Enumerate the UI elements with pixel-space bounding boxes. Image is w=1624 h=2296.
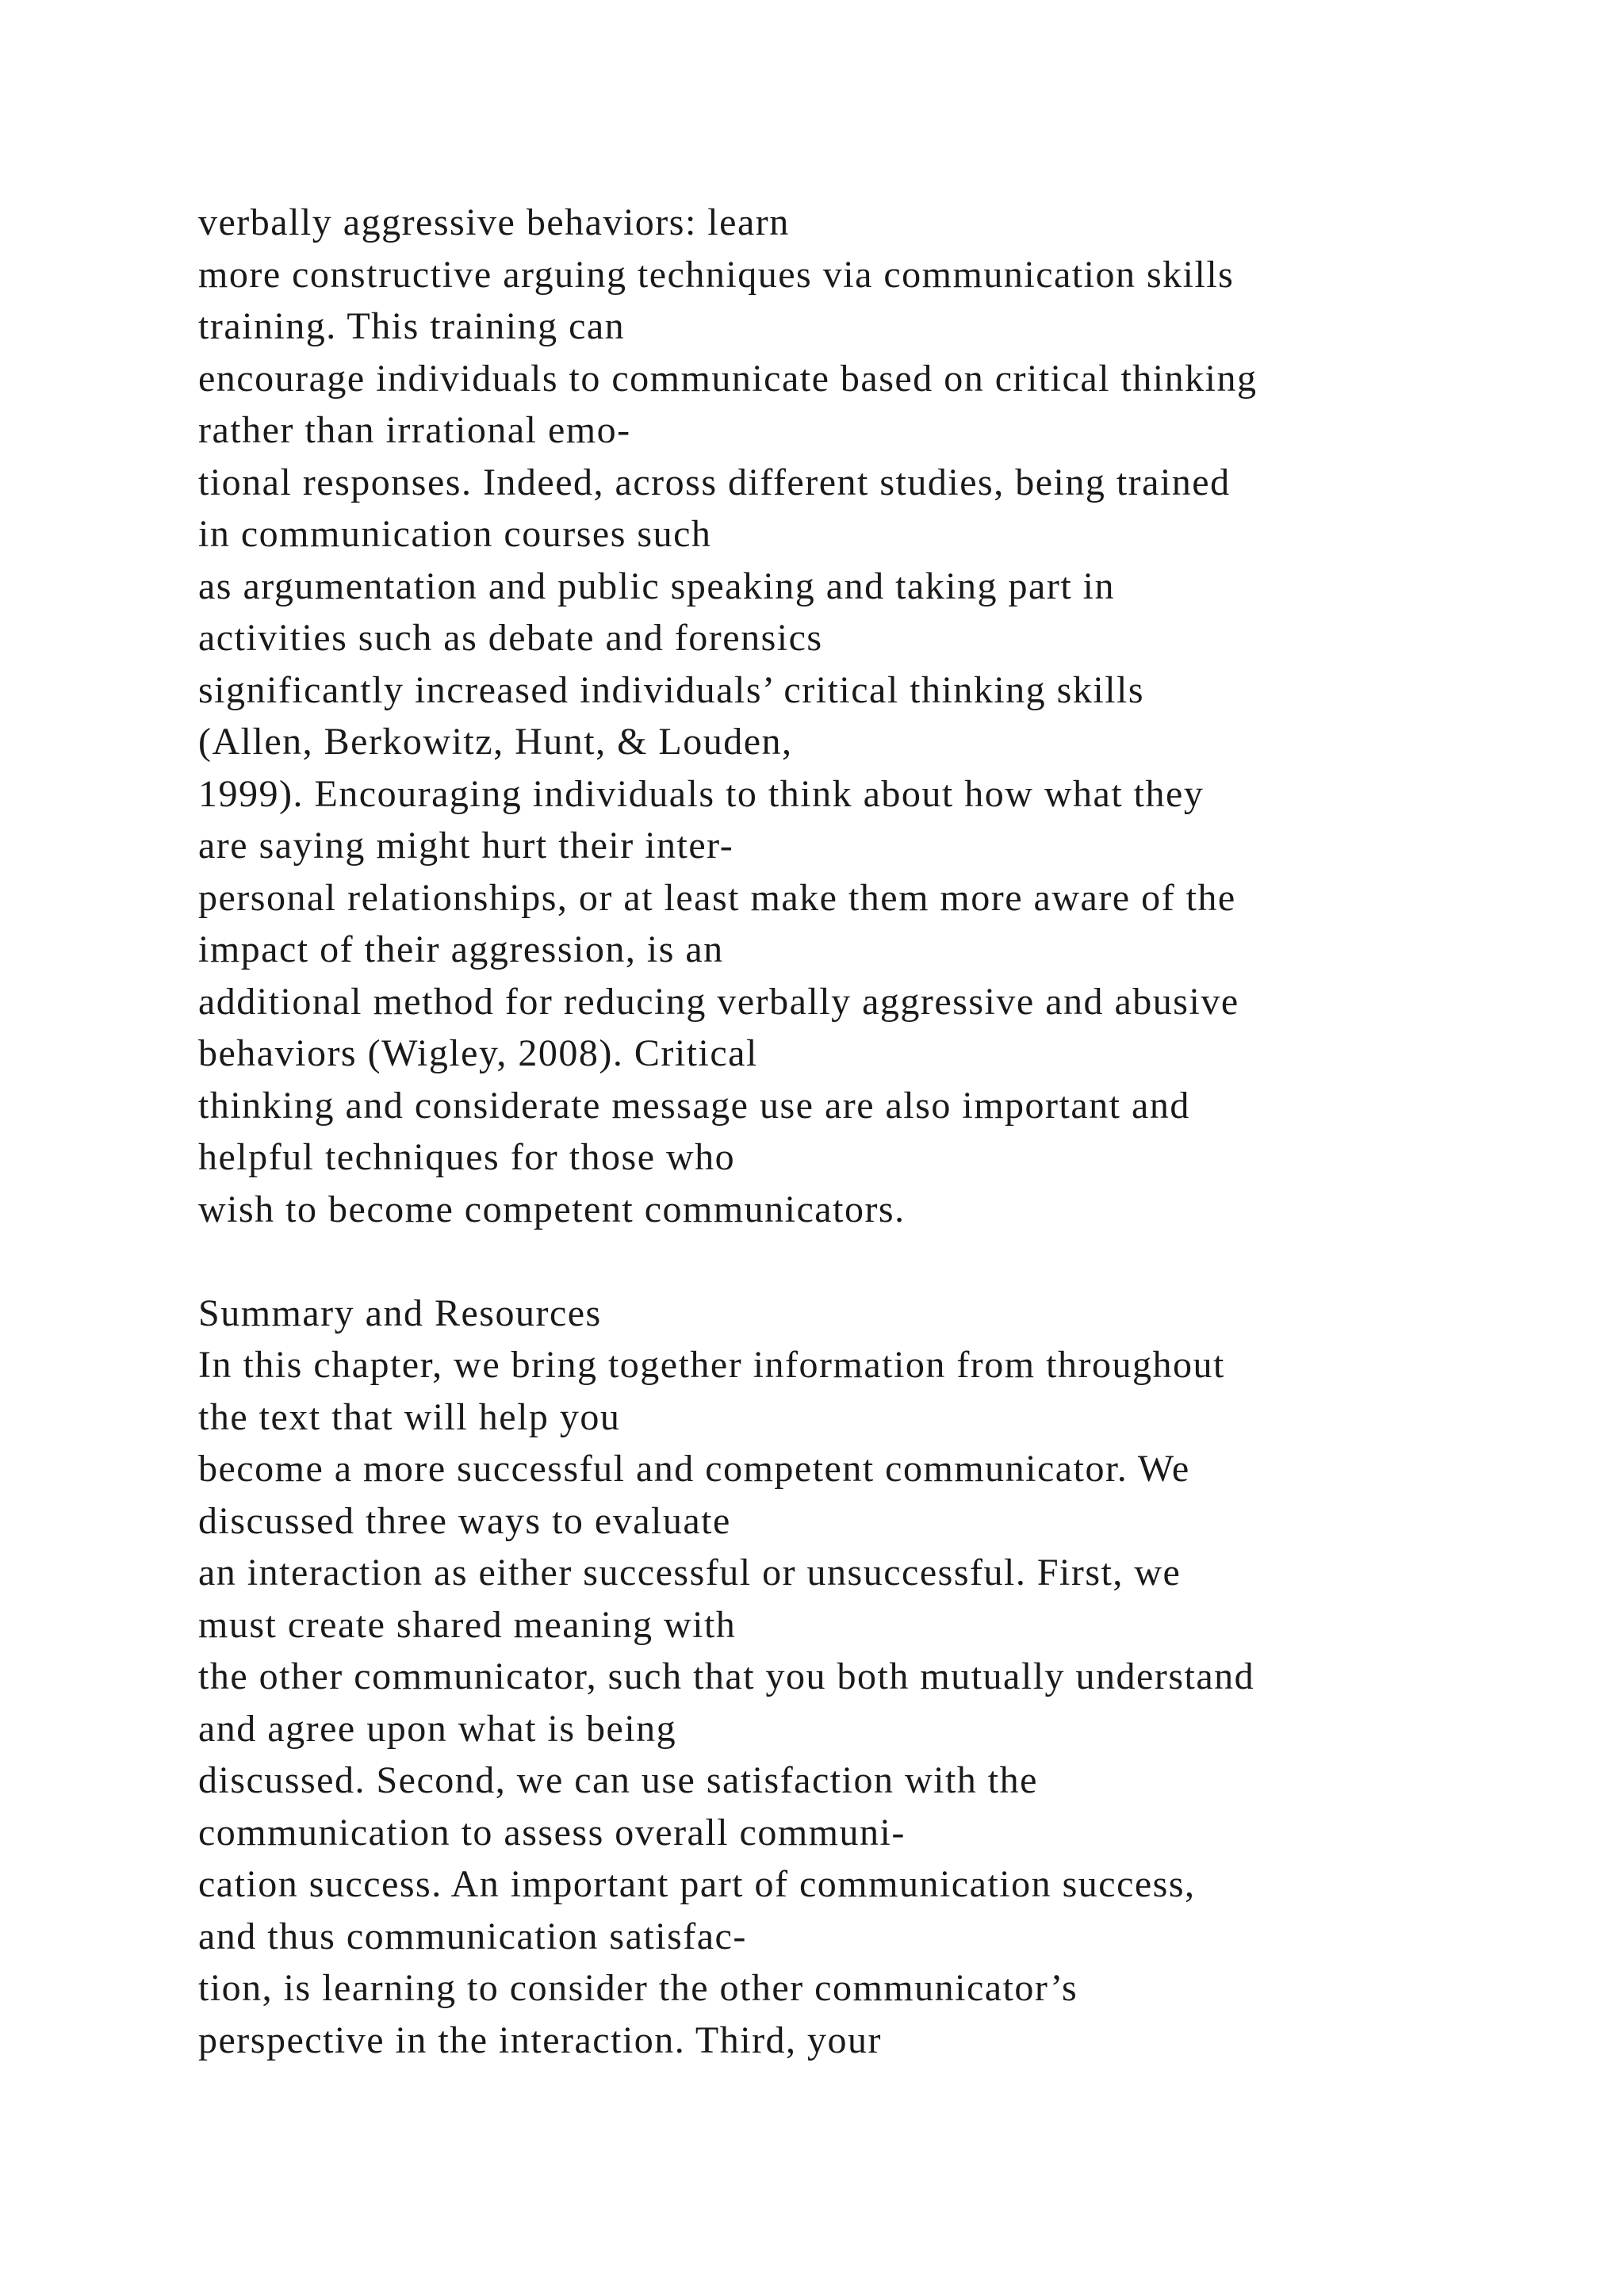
text-line: additional method for reducing verbally aggressive and abusive xyxy=(198,980,1239,1023)
text-line: significantly increased individuals’ critical thinking skills xyxy=(198,668,1145,711)
text-line: activities such as debate and forensics xyxy=(198,617,823,659)
text-line: must create shared meaning with xyxy=(198,1603,737,1646)
text-line: training. This training can xyxy=(198,305,626,347)
text-line: the text that will help you xyxy=(198,1395,621,1438)
text-line: encourage individuals to communicate based on critical thinking xyxy=(198,357,1258,400)
text-line: cation success. An important part of communication success, xyxy=(198,1863,1196,1905)
document-page xyxy=(198,197,1546,2066)
text-line: tional responses. Indeed, across different studies, being trained xyxy=(198,461,1231,503)
text-line: verbally aggressive behaviors: learn xyxy=(198,201,790,243)
text-line: more constructive arguing techniques via communication skills xyxy=(198,253,1235,296)
text-line: and thus communication satisfac- xyxy=(198,1915,747,1957)
text-line: in communication courses such xyxy=(198,513,712,555)
text-line: as argumentation and public speaking and taking part in xyxy=(198,564,1116,607)
text-line: discussed three ways to evaluate xyxy=(198,1499,731,1542)
text-line: 1999). Encouraging individuals to think about how what they xyxy=(198,772,1205,815)
text-line: tion, is learning to consider the other communicator’s xyxy=(198,1967,1078,2009)
text-line: wish to become competent communicators. xyxy=(198,1188,906,1230)
text-line: In this chapter, we bring together information from throughout xyxy=(198,1344,1225,1386)
paragraph-gap xyxy=(198,1235,1546,1288)
text-line: communication to assess overall communi- xyxy=(198,1811,906,1854)
text-line: helpful techniques for those who xyxy=(198,1136,736,1178)
text-line: (Allen, Berkowitz, Hunt, & Louden, xyxy=(198,721,793,763)
text-line: an interaction as either successful or unsuccessful. First, we xyxy=(198,1552,1182,1594)
text-line: impact of their aggression, is an xyxy=(198,928,724,970)
text-line: personal relationships, or at least make them more aware of the xyxy=(198,876,1236,919)
section-heading: Summary and Resources xyxy=(198,1292,602,1334)
text-line: discussed. Second, we can use satisfaction with the xyxy=(198,1759,1038,1801)
paragraph-summary xyxy=(198,1339,1546,2066)
text-line: behaviors (Wigley, 2008). Critical xyxy=(198,1032,758,1074)
text-line: perspective in the interaction. Third, your xyxy=(198,2019,883,2061)
text-line: thinking and considerate message use are also important and xyxy=(198,1084,1190,1127)
text-line: rather than irrational emo- xyxy=(198,409,631,451)
text-line: are saying might hurt their inter- xyxy=(198,825,734,867)
paragraph-verbal-aggression xyxy=(198,197,1546,1235)
text-line: and agree upon what is being xyxy=(198,1707,677,1750)
text-line: become a more successful and competent communicator. We xyxy=(198,1448,1190,1490)
text-line: the other communicator, such that you both mutually understand xyxy=(198,1655,1255,1697)
